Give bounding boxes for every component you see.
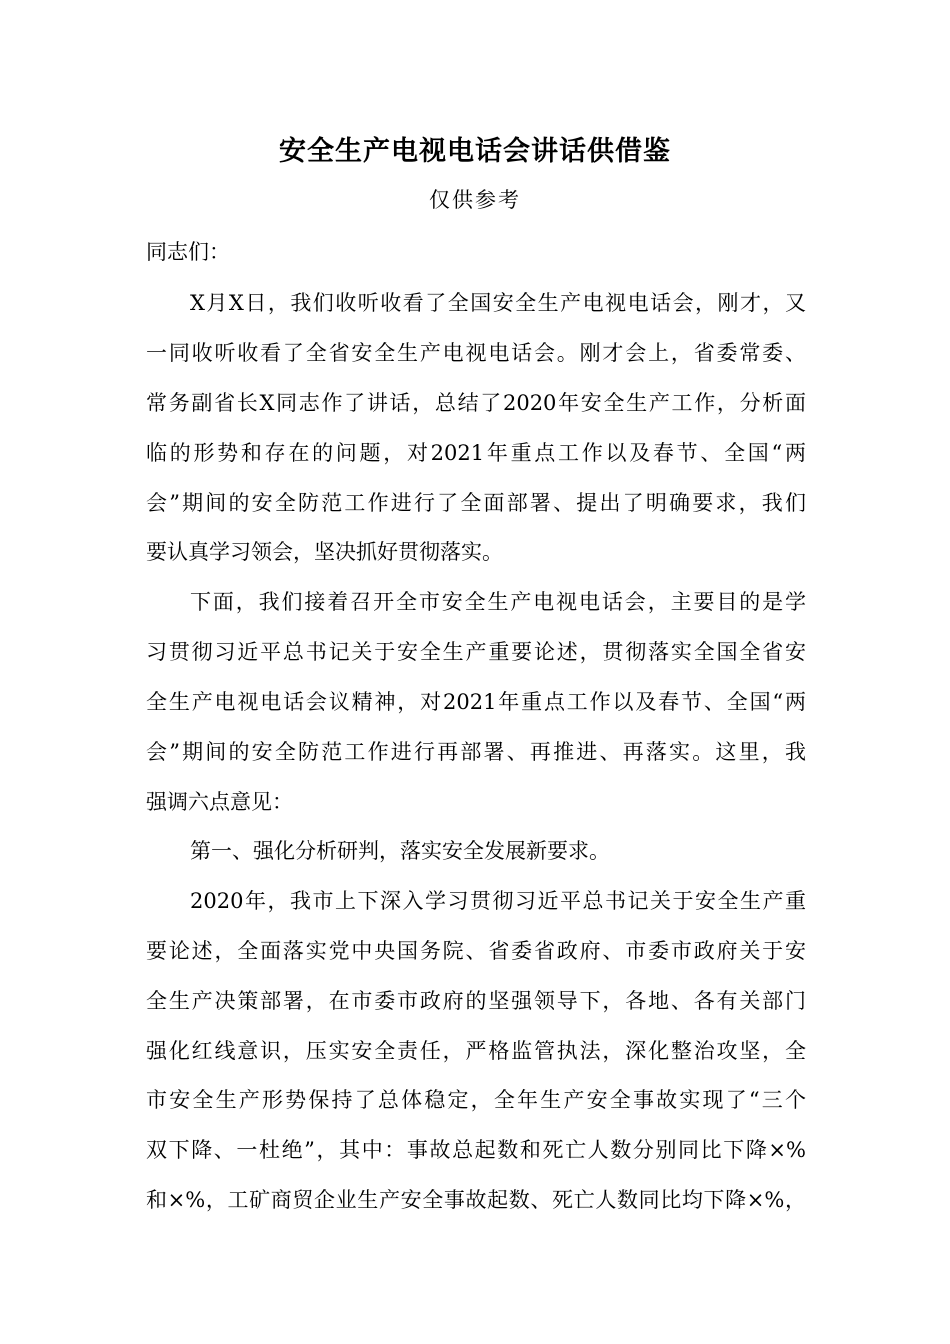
paragraph-2-line-5: 强调六点意见： — [146, 790, 293, 814]
paragraph-4-line-7: 和×%，工矿商贸企业生产安全事故起数、死亡人数同比均下降×%， — [146, 1188, 806, 1212]
paragraph-4-line-5: 市安全生产形势保持了总体稳定，全年生产安全事故实现了“三个 — [146, 1088, 806, 1112]
paragraph-1-line-3: 常务副省长X同志作了讲话，总结了2020年安全生产工作，分析面 — [146, 391, 806, 415]
paragraph-2-line-1: 下面，我们接着召开全市安全生产电视电话会，主要目的是学 — [190, 590, 806, 614]
document-title: 安全生产电视电话会讲话供借鉴 — [279, 136, 671, 167]
section-heading-1: 第一、强化分析研判，落实安全发展新要求。 — [190, 839, 610, 863]
paragraph-4-line-1: 2020年，我市上下深入学习贯彻习近平总书记关于安全生产重 — [190, 889, 806, 913]
paragraph-2-line-3: 全生产电视电话会议精神，对2021年重点工作以及春节、全国“两 — [146, 690, 806, 714]
salutation: 同志们： — [146, 240, 230, 264]
paragraph-2-line-4: 会”期间的安全防范工作进行再部署、再推进、再落实。这里，我 — [146, 740, 806, 764]
paragraph-4-line-6: 双下降、一杜绝”，其中：事故总起数和死亡人数分别同比下降×% — [146, 1138, 806, 1162]
paragraph-1-line-5: 会”期间的安全防范工作进行了全面部署、提出了明确要求，我们 — [146, 491, 806, 515]
paragraph-1-line-6: 要认真学习领会，坚决抓好贯彻落实。 — [146, 540, 503, 564]
paragraph-1-line-1: X月X日，我们收听收看了全国安全生产电视电话会，刚才，又 — [190, 291, 806, 315]
paragraph-4-line-3: 全生产决策部署，在市委市政府的坚强领导下，各地、各有关部门 — [146, 989, 806, 1013]
document-subtitle: 仅供参考 — [429, 188, 521, 212]
paragraph-4-line-4: 强化红线意识，压实安全责任，严格监管执法，深化整治攻坚，全 — [146, 1039, 806, 1063]
paragraph-2-line-2: 习贯彻习近平总书记关于安全生产重要论述，贯彻落实全国全省安 — [146, 640, 806, 664]
paragraph-4-line-2: 要论述，全面落实党中央国务院、省委省政府、市委市政府关于安 — [146, 939, 806, 963]
paragraph-1-line-2: 一同收听收看了全省安全生产电视电话会。刚才会上，省委常委、 — [146, 341, 806, 365]
paragraph-1-line-4: 临的形势和存在的问题，对2021年重点工作以及春节、全国“两 — [146, 441, 806, 465]
